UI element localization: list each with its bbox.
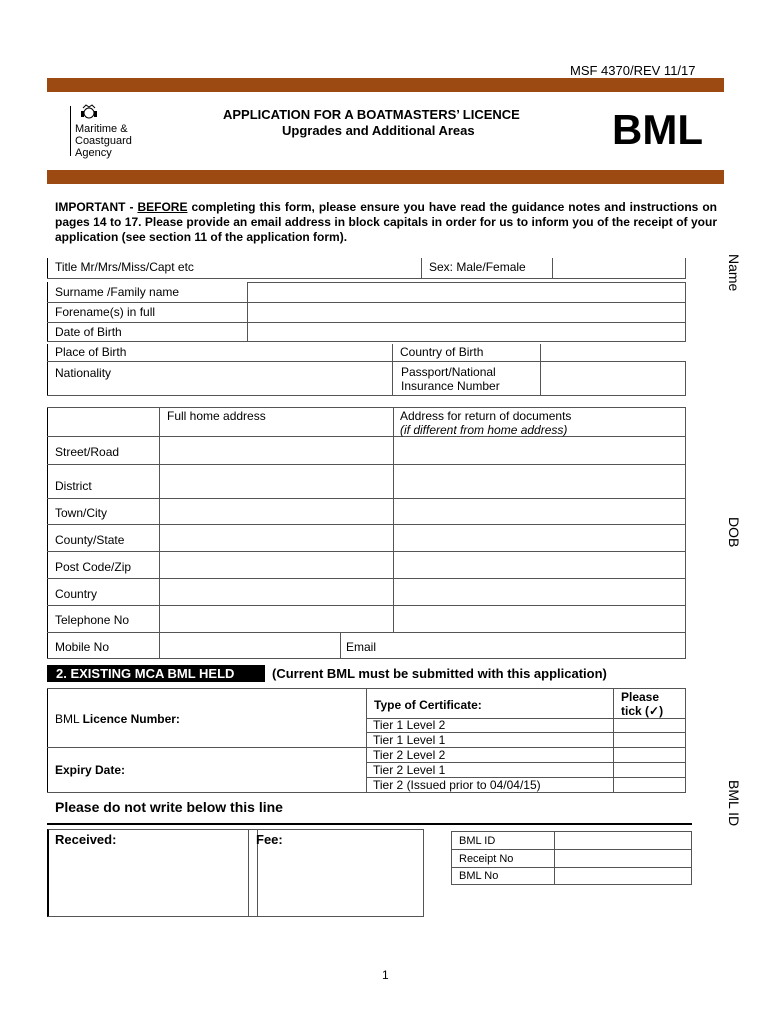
nationality-label: Nationality	[55, 366, 112, 380]
office-rule	[47, 823, 692, 825]
return-address-sub: (if different from home address)	[400, 423, 568, 437]
home-address-header: Full home address	[167, 409, 266, 423]
return-address-header: Address for return of documents	[400, 409, 572, 423]
passport-label-1: Passport/National	[401, 365, 496, 379]
rule	[47, 302, 686, 303]
tick-tier2-prior[interactable]	[614, 778, 685, 792]
telephone-label: Telephone No	[55, 613, 130, 627]
agency-name-3: Agency	[75, 147, 112, 159]
mobile-label: Mobile No	[55, 640, 110, 654]
tick-header-2: tick (✓)	[621, 704, 664, 718]
postcode-label: Post Code/Zip	[55, 560, 132, 574]
side-label-name: Name	[726, 254, 742, 292]
county-label: County/State	[55, 533, 125, 547]
rule	[47, 341, 686, 342]
rule	[554, 832, 555, 884]
side-label-bml-id: BML ID	[726, 780, 742, 827]
important-notice	[55, 200, 717, 245]
rule	[47, 551, 686, 552]
form-code: BML	[612, 106, 703, 153]
licence-label-plain: BML	[55, 712, 83, 726]
licence-number-input[interactable]	[48, 689, 366, 747]
forenames-label: Forename(s) in full	[55, 305, 156, 319]
agency-name-1: Maritime &	[75, 123, 128, 135]
rule	[247, 282, 248, 342]
tick-header-1: Please	[621, 690, 660, 704]
header-top-bar	[47, 78, 724, 92]
type-tier1-level2: Tier 1 Level 2	[373, 718, 446, 732]
cob-label: Country of Birth	[400, 345, 484, 359]
rule	[47, 605, 686, 606]
office-bml-no-label: BML No	[459, 870, 499, 882]
type-tier2-level1: Tier 2 Level 1	[373, 763, 446, 777]
rule	[47, 407, 686, 408]
agency-name-2: Coastguard	[75, 135, 132, 147]
expiry-date-input[interactable]	[48, 748, 366, 792]
office-receipt-label: Receipt No	[459, 853, 514, 865]
tick-tier2-level2[interactable]	[614, 748, 685, 762]
surname-label: Surname /Family name	[55, 285, 180, 299]
form-reference: MSF 4370/REV 11/17	[570, 63, 696, 78]
sex-label: Sex: Male/Female	[429, 260, 526, 274]
page-number: 1	[382, 968, 389, 982]
rule	[452, 849, 691, 850]
type-tier2-prior: Tier 2 (Issued prior to 04/04/15)	[373, 778, 541, 792]
email-label: Email	[346, 640, 377, 654]
rule	[340, 632, 341, 659]
rule	[47, 322, 686, 323]
rule	[47, 361, 686, 362]
important-before: BEFORE	[137, 200, 188, 214]
received-label: Received:	[55, 832, 117, 847]
royal-crest-icon	[80, 104, 98, 120]
expiry-date-label: Expiry Date:	[55, 763, 126, 777]
office-use-heading: Please do not write below this line	[55, 799, 283, 815]
agency-logo	[70, 104, 140, 158]
birth-block[interactable]	[47, 344, 686, 396]
mobile-input[interactable]	[160, 633, 340, 659]
district-label: District	[55, 479, 92, 493]
rule	[247, 282, 686, 283]
office-bml-id-label: BML ID	[459, 835, 496, 847]
important-lead: IMPORTANT -	[55, 200, 138, 214]
rule	[47, 792, 686, 793]
tick-tier1-level2[interactable]	[614, 719, 685, 732]
type-tier1-level1: Tier 1 Level 1	[373, 733, 446, 747]
title-label: Title Mr/Mrs/Miss/Capt etc	[55, 260, 194, 274]
rule	[540, 344, 541, 396]
form-subtitle: Upgrades and Additional Areas	[282, 123, 475, 138]
rule	[47, 344, 48, 396]
logo-rule	[70, 106, 71, 156]
rule	[552, 258, 553, 279]
type-header: Type of Certificate:	[374, 698, 482, 712]
rule	[47, 282, 48, 342]
side-label-dob: DOB	[726, 517, 742, 548]
type-tier2-level2: Tier 2 Level 2	[373, 748, 446, 762]
tick-tier1-level1[interactable]	[614, 733, 685, 747]
rule	[47, 258, 48, 279]
rule	[47, 278, 686, 279]
section2-heading: 2. EXISTING MCA BML HELD	[47, 665, 265, 682]
rule	[47, 524, 686, 525]
section2-note: (Current BML must be submitted with this application)	[272, 666, 607, 681]
licence-label-bold: Licence Number:	[82, 712, 180, 726]
fee-label: Fee:	[256, 832, 283, 847]
town-label: Town/City	[55, 506, 108, 520]
rule	[421, 258, 422, 279]
rule	[47, 395, 686, 396]
passport-label-2: Insurance Number	[401, 379, 500, 393]
rule	[47, 578, 686, 579]
pob-label: Place of Birth	[55, 345, 127, 359]
rule	[47, 407, 48, 659]
rule	[47, 498, 686, 499]
rule	[685, 361, 686, 396]
country-label: Country	[55, 587, 98, 601]
important-text: completing this form, please ensure you have read the guidance notes and instructions on pages 14 to 17. Please provide an email address in block capitals in order for us to inform you of the receipt of your application (see section 11 of the application form).	[55, 200, 717, 244]
header-bottom-bar	[47, 170, 724, 184]
rule	[685, 282, 686, 342]
email-input[interactable]	[394, 633, 686, 659]
form-title: APPLICATION FOR A BOATMASTERS’ LICENCE	[223, 107, 520, 122]
tick-tier2-level1[interactable]	[614, 763, 685, 777]
street-input[interactable]	[160, 437, 686, 465]
rule	[452, 867, 691, 868]
street-label: Street/Road	[55, 445, 120, 459]
rule	[685, 258, 686, 279]
dob-label: Date of Birth	[55, 325, 122, 339]
rule	[392, 344, 393, 396]
